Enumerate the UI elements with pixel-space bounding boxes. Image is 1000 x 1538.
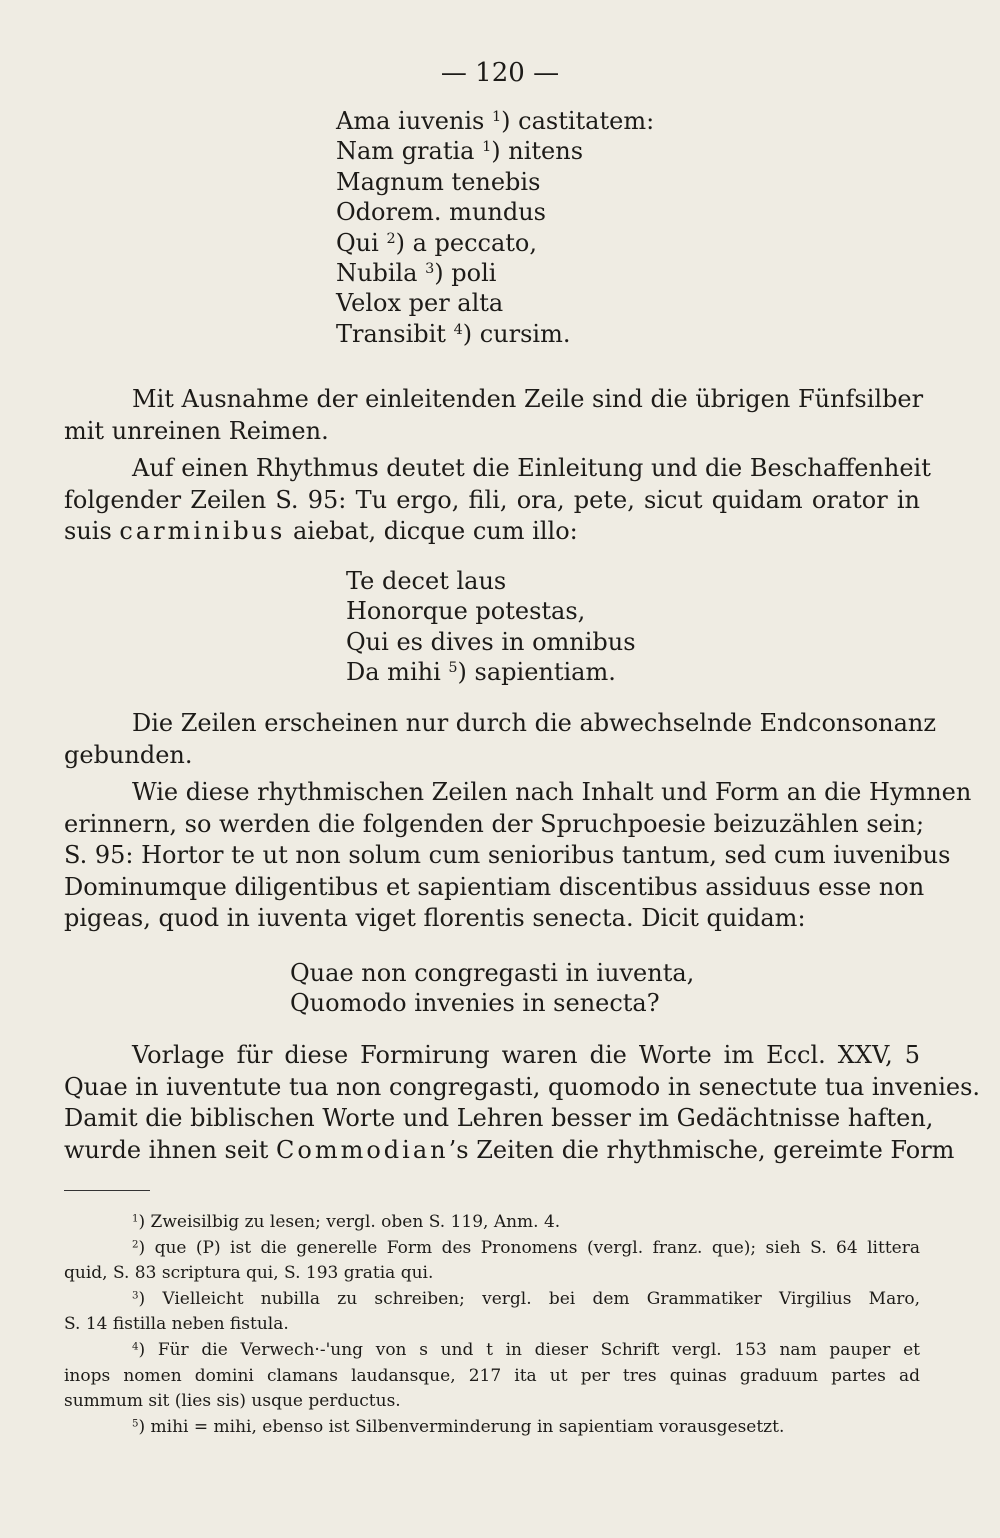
verse-text: Odorem. mundus: [336, 198, 546, 227]
footnote-line: [64, 1261, 920, 1287]
footnote-line: $^1$) Zweisilbig zu lesen; vergl. oben S. 119, Anm. 4.: [132, 1212, 561, 1232]
verse-line: [336, 167, 654, 197]
verse-block-1: [336, 106, 654, 349]
footnote: [64, 1338, 920, 1415]
footnote-line: $^4$) Für die Verwech·-'ung von s und t in dieser Schrift vergl. 153 nam pauper et: [132, 1339, 920, 1360]
verse-line: [346, 657, 636, 687]
verse-line: [336, 136, 654, 166]
footnote-number: 2: [132, 1238, 139, 1250]
verse-line: [336, 258, 654, 288]
verse-text: Magnum tenebis: [336, 167, 541, 196]
footnote-text: Zweisilbig zu lesen; vergl. oben S. 119, Anm. 4.: [150, 1212, 561, 1232]
verse-text: Velox per alta: [336, 289, 504, 318]
footnote-line: $^5$) mihi = mihi, ebenso ist Silbenverminderung in sapientiam vorausgesetzt.: [132, 1416, 785, 1437]
footnote-text: Vielleicht nubilla zu schreiben; vergl. bei dem Grammatiker Virgilius Maro,: [162, 1288, 920, 1309]
verse-line: [346, 596, 636, 626]
footnote-text: quid, S. 83 scriptura qui, S. 193 gratia qui.: [64, 1263, 434, 1284]
paragraph-5-line: Damit die biblischen Worte und Lehren besser im Gedächtnisse haften,: [64, 1104, 934, 1132]
verse-block-2: [346, 566, 636, 688]
footnote-text: que (P) ist die generelle Form des Pronomens (vergl. franz. que); sieh S. 64 littera: [154, 1237, 920, 1258]
paragraph-2-line: folgender Zeilen S. 95: Tu ergo, fili, ora, pete, sicut quidam orator in: [64, 485, 920, 514]
verse-text: ) cursim.: [462, 319, 571, 348]
text-segment: aiebat, dicque cum illo:: [292, 517, 578, 545]
footnote-ref: 4: [453, 321, 463, 338]
text-segment: wurde ihnen seit: [64, 1135, 269, 1164]
paragraph-3: [64, 708, 936, 771]
spaced-text: Commodian: [276, 1135, 449, 1164]
verse-text: Nam gratia: [336, 137, 483, 166]
footnote-separator: [64, 1190, 150, 1191]
footnote-line: $^2$) que (P) ist die generelle Form des Pronomens (vergl. franz. que); sieh S. 64 littera: [132, 1237, 920, 1258]
footnote: [64, 1287, 920, 1338]
verse-text: ) nitens: [491, 137, 584, 166]
para4-line: Wie diese rhythmischen Zeilen nach Inhalt und Form an die Hymnen: [132, 778, 972, 806]
para3-line: gebunden.: [64, 740, 193, 769]
para1-line: Mit Ausnahme der einleitenden Zeile sind die übrigen Fünfsilber: [132, 385, 924, 413]
footnote-text: S. 14 fistilla neben fistula.: [64, 1314, 289, 1335]
paragraph-5-line: Vorlage für diese Formirung waren die Worte im Eccl. XXV, 5: [132, 1041, 920, 1069]
text-segment: ’s Zeiten die rhythmische, gereimte Form: [448, 1135, 955, 1164]
verse-line: Quomodo invenies in senecta?: [290, 989, 660, 1018]
verse-line: Quae non congregasti in iuventa,: [290, 959, 695, 987]
footnote-text: summum sit (lies sis) usque perductus.: [64, 1391, 401, 1412]
footnote-line: $^3$) Vielleicht nubilla zu schreiben; vergl. bei dem Grammatiker Virgilius Maro,: [132, 1288, 920, 1309]
verse-line: [336, 197, 654, 227]
paragraph-2: [64, 453, 931, 548]
para4-line: S. 95: Hortor te ut non solum cum senioribus tantum, sed cum iuvenibus: [64, 841, 951, 869]
verse-text: Da mihi: [346, 658, 449, 687]
para3-line: Die Zeilen erscheinen nur durch die abwechselnde Endconsonanz: [132, 709, 936, 737]
footnote-ref: 5: [448, 660, 458, 677]
spaced-text: carminibus: [119, 517, 286, 545]
footnote: [64, 1210, 920, 1236]
footnote-number: 1: [132, 1213, 139, 1225]
verse-text: Transibit: [336, 319, 454, 348]
para4-line: erinnern, so werden die folgenden der Spruchpoesie beizuzählen sein;: [64, 809, 925, 838]
footnote-number: 3: [132, 1290, 139, 1302]
text-segment: suis: [64, 517, 112, 545]
footnote-ref: 3: [425, 261, 435, 278]
footnote-number: 4: [132, 1341, 139, 1353]
footnote-text: inops nomen domini clamans laudansque, 217 ita ut per tres quinas graduum partes ad: [64, 1365, 920, 1386]
para4-line: pigeas, quod in iuventa viget florentis senecta. Dicit quidam:: [64, 904, 806, 932]
footnote-line: [64, 1389, 920, 1415]
verse-text: Qui: [336, 228, 387, 257]
page-number: — 120 —: [440, 58, 560, 88]
verse-text: ) castitatem:: [501, 107, 655, 135]
footnote-line: [64, 1312, 920, 1338]
verse-text: ) a peccato,: [395, 228, 538, 257]
para4-line: Dominumque diligentibus et sapientiam discentibus assiduus esse non: [64, 872, 925, 901]
verse-text: Qui es dives in omnibus: [346, 627, 636, 656]
footnote-ref: 2: [386, 230, 396, 247]
verse-line: [336, 228, 654, 258]
paragraph-5-line: [64, 1135, 955, 1167]
paragraph-4: [64, 777, 972, 935]
paragraph-1: [64, 384, 924, 447]
verse-text: Te decet laus: [346, 567, 507, 595]
footnote: [64, 1415, 920, 1441]
verse-text: Nubila: [336, 259, 426, 288]
footnote: [64, 1236, 920, 1287]
verse-line: [336, 288, 654, 318]
verse-text: ) poli: [434, 259, 497, 288]
footnote-text: Für die Verwech·-'ung von s und t in dieser Schrift vergl. 153 nam pauper et: [157, 1339, 920, 1360]
footnote-text: mihi = mihi, ebenso ist Silbenverminderung in sapientiam vorausgesetzt.: [150, 1416, 785, 1437]
paragraph-2-line: [64, 516, 920, 548]
verse-line: [346, 627, 636, 657]
footnote-number: 5: [132, 1418, 139, 1430]
footnotes: [64, 1210, 920, 1440]
verse-line: [336, 319, 654, 349]
paragraph-2-line: Auf einen Rhythmus deutet die Einleitung und die Beschaffenheit: [132, 454, 931, 482]
verse-text: Ama iuvenis: [336, 107, 492, 135]
footnote-ref: 1: [492, 109, 502, 126]
verse-block-3: [290, 958, 694, 1019]
verse-line: [346, 566, 636, 596]
footnote-ref: 1: [482, 139, 492, 156]
verse-text: ) sapientiam.: [457, 658, 616, 687]
paragraph-5: [64, 1040, 981, 1166]
para1-line: mit unreinen Reimen.: [64, 416, 329, 445]
footnote-line: [64, 1364, 920, 1390]
verse-text: Honorque potestas,: [346, 597, 586, 626]
paragraph-5-line: Quae in iuventute tua non congregasti, quomodo in senectute tua invenies.: [64, 1072, 981, 1101]
verse-line: [336, 106, 654, 136]
